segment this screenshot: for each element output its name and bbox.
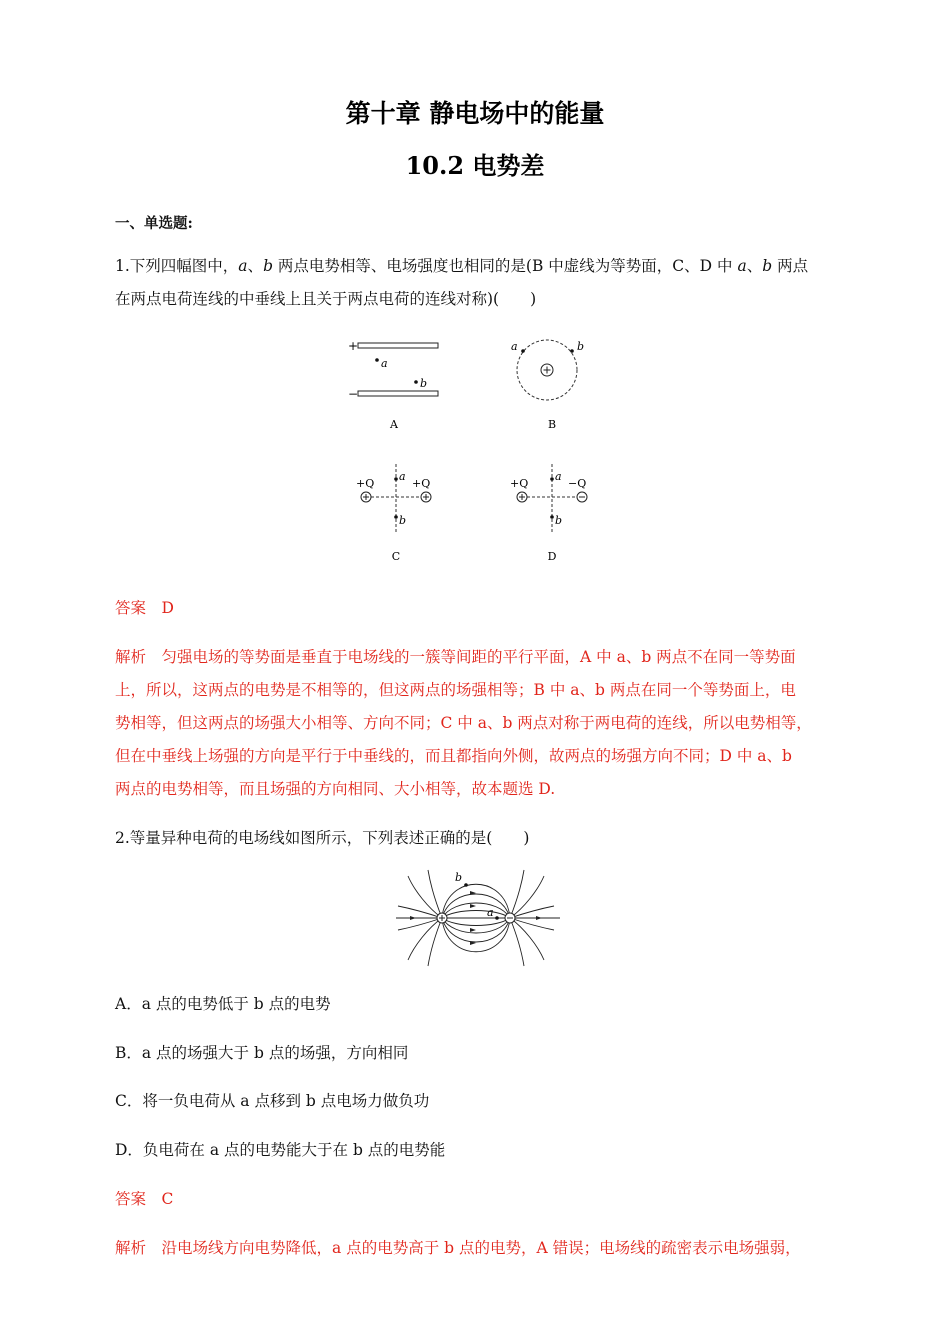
option-d: D．负电荷在 a 点的电势能大于在 b 点的电势能	[115, 1141, 446, 1159]
point-b-dot	[394, 515, 398, 519]
label-B: B	[547, 418, 557, 431]
point-a-dot	[495, 916, 499, 920]
point-b-dot	[550, 515, 554, 519]
figure-2-field-lines	[396, 868, 560, 970]
chapter-title: 第十章 静电场中的能量	[345, 99, 605, 128]
question-2-stem: 2.等量异种电荷的电场线如图所示，下列表述正确的是( )	[115, 829, 530, 847]
point-a-dot	[375, 358, 379, 362]
point-a-label: a	[555, 470, 562, 483]
point-a-dot	[394, 477, 398, 481]
option-a: A．a 点的电势低于 b 点的电势	[115, 995, 331, 1013]
figure-1a	[340, 336, 450, 436]
point-b-label: b	[420, 377, 428, 390]
bottom-plate	[358, 391, 438, 396]
figure-1b	[505, 336, 595, 436]
answer-2: 答案 C	[115, 1190, 174, 1208]
plus-sign: +	[348, 339, 359, 353]
point-a-label: a	[399, 470, 406, 483]
option-c: C．将一负电荷从 a 点移到 b 点电场力做负功	[115, 1092, 430, 1110]
point-a-label: a	[487, 906, 494, 919]
point-b-label: b	[455, 871, 463, 884]
point-b-label: b	[399, 514, 407, 527]
section-title: 10.2 电势差	[405, 151, 545, 180]
section-heading: 一、单选题:	[115, 215, 193, 232]
charge-right-label: −Q	[568, 477, 587, 490]
analysis-1-line-2: 上，所以，这两点的电势是不相等的，但这两点的场强相等；B 中 a、b 两点在同一个等势面上，电	[115, 681, 796, 699]
analysis-1-line-5: 两点的电势相等，而且场强的方向相同、大小相等，故本题选 D.	[115, 780, 556, 798]
top-plate	[358, 343, 438, 348]
point-a-label: a	[381, 357, 388, 370]
point-b-dot	[464, 883, 468, 887]
question-1-line-1: 1.下列四幅图中，a、b 两点电势相等、电场强度也相同的是(B 中虚线为等势面，C、D 中 a、b 两点	[115, 257, 809, 275]
label-D: D	[547, 550, 557, 563]
point-b-label: b	[555, 514, 563, 527]
point-a-label: a	[511, 340, 518, 353]
point-b-dot	[570, 349, 574, 353]
analysis-2-line-1: 解析 沿电场线方向电势降低，a 点的电势高于 b 点的电势，A 错误；电场线的疏密表示电场强弱，	[115, 1239, 801, 1257]
charge-left-label: +Q	[510, 477, 529, 490]
analysis-1-line-1: 解析 匀强电场的等势面是垂直于电场线的一簇等间距的平行平面，A 中 a、b 两点不在同一等势面	[115, 648, 796, 666]
label-C: C	[391, 550, 401, 563]
analysis-1-line-3: 势相等，但这两点的场强大小相等、方向不同；C 中 a、b 两点对称于两电荷的连线，所以电势相等，	[115, 714, 812, 732]
figure-1d	[504, 462, 604, 567]
answer-1: 答案 D	[115, 599, 174, 617]
label-A: A	[390, 418, 398, 431]
point-b-dot	[414, 380, 418, 384]
point-a-dot	[550, 477, 554, 481]
question-1-line-2: 在两点电荷连线的中垂线上且关于两点电荷的连线对称)( )	[115, 290, 537, 308]
charge-right-label: +Q	[412, 477, 431, 490]
point-b-label: b	[577, 340, 585, 353]
analysis-1-line-4: 但在中垂线上场强的方向是平行于中垂线的，而且都指向外侧，故两点的场强方向不同；D 中 a、b	[115, 747, 792, 765]
minus-sign: −	[348, 387, 359, 401]
option-b: B．a 点的场强大于 b 点的场强，方向相同	[115, 1044, 409, 1062]
charge-left-label: +Q	[356, 477, 375, 490]
figure-1c	[348, 462, 448, 567]
point-a-dot	[521, 349, 525, 353]
